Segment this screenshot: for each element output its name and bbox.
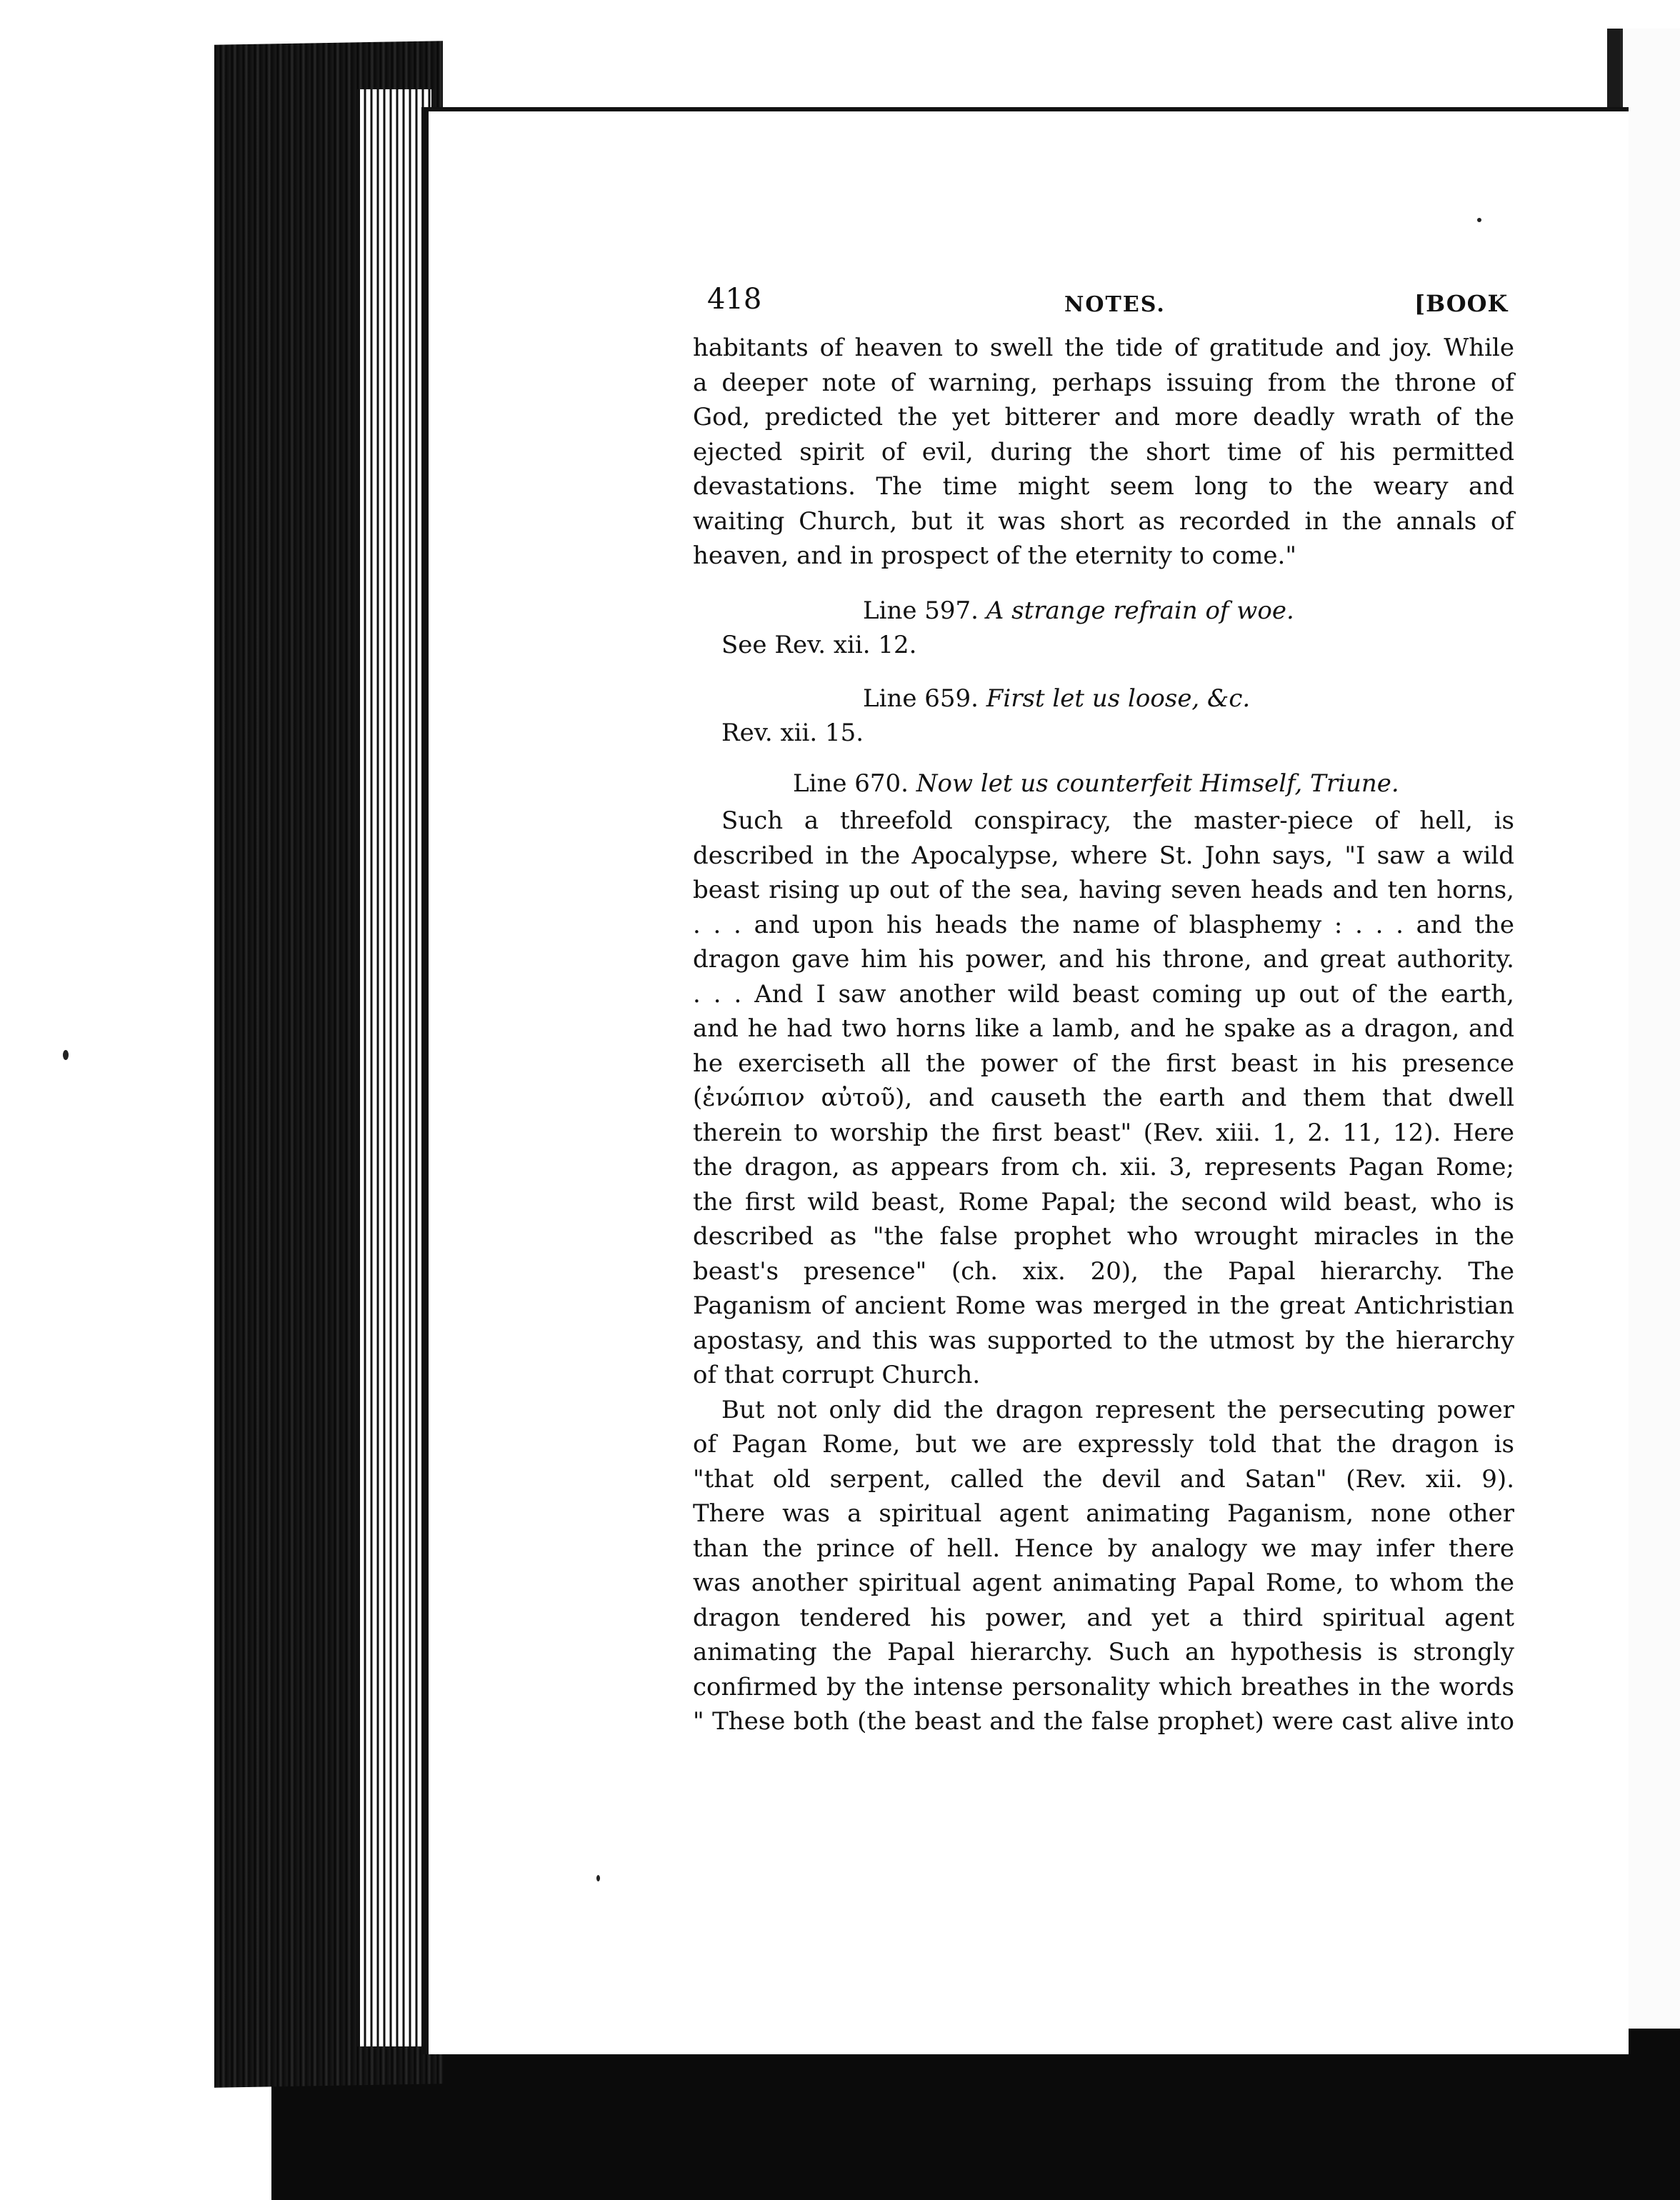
text-line: . . . And I saw another wild beast coming up out of the earth, — [693, 979, 1514, 1009]
text-line: Such a threefold conspiracy, the master-piece of hell, is — [721, 806, 1514, 835]
text-line: heaven, and in prospect of the eternity to come." — [693, 541, 1297, 570]
text-line: habitants of heaven to swell the tide of gratitude and joy. While — [693, 334, 1514, 362]
scan-speck — [63, 1050, 69, 1060]
text-line: described as "the false prophet who wrought miracles in the — [693, 1222, 1514, 1251]
running-title: NOTES. — [1064, 292, 1166, 317]
note-heading-597 — [693, 594, 1514, 629]
text-line: animating the Papal hierarchy. Such an hypothesis is strongly — [693, 1638, 1514, 1666]
text-line: ejected spirit of evil, during the short time of his permitted — [693, 437, 1514, 466]
text-line: therein to worship the first beast" (Rev. xiii. 1, 2. 11, 12). Here — [693, 1118, 1514, 1147]
text-line: There was a spiritual agent animating Paganism, none other — [693, 1499, 1514, 1528]
note-quote: A strange refrain of woe. — [986, 596, 1294, 625]
text-line: confirmed by the intense personality which breathes in the words — [693, 1672, 1514, 1701]
note-reference-597: See Rev. xii. 12. — [721, 631, 917, 659]
text-line: described in the Apocalypse, where St. John says, "I saw a wild — [693, 841, 1514, 870]
note-heading-659 — [693, 681, 1514, 716]
text-line: a deeper note of warning, perhaps issuing from the throne of — [693, 368, 1514, 397]
text-line: apostasy, and this was supported to the utmost by the hierarchy — [693, 1326, 1514, 1355]
text-line: and he had two horns like a lamb, and he spake as a dragon, and — [693, 1014, 1514, 1043]
facing-page — [1620, 29, 1680, 2071]
text-line: devastations. The time might seem long to the weary and — [693, 472, 1514, 501]
text-line: the first wild beast, Rome Papal; the second wild beast, who is — [693, 1187, 1514, 1216]
body-paragraph-2 — [693, 1393, 1514, 1739]
opening-paragraph — [693, 331, 1514, 574]
text-line: waiting Church, but it was short as recorded in the annals of — [693, 506, 1514, 536]
text-line: "that old serpent, called the devil and Satan" (Rev. xii. 9). — [693, 1464, 1514, 1494]
text-line: . . . and upon his heads the name of blasphemy : . . . and the — [693, 910, 1514, 939]
line-label: Line 670. — [793, 769, 909, 798]
scan-speck — [1477, 218, 1481, 222]
text-line: " These both (the beast and the false prophet) were cast alive into — [693, 1707, 1514, 1736]
text-line: (ἐνώπιον αὐτοῦ), and causeth the earth and them that dwell — [693, 1084, 1514, 1112]
page-text — [693, 282, 1514, 1739]
section-label: [BOOK — [1414, 290, 1509, 317]
note-quote: First let us loose, &c. — [986, 684, 1251, 713]
body-paragraph-1 — [693, 804, 1514, 1393]
text-line: beast rising up out of the sea, having seven heads and ten horns, — [693, 876, 1514, 904]
note-heading-670 — [693, 766, 1514, 801]
text-line: Paganism of ancient Rome was merged in the great Antichristian — [693, 1291, 1514, 1320]
page-number: 418 — [707, 283, 762, 316]
scan-speck — [596, 1875, 600, 1881]
text-line: of Pagan Rome, but we are expressly told that the dragon is — [693, 1430, 1514, 1459]
scan-shadow-bottom — [271, 2029, 1680, 2200]
text-line: of that corrupt Church. — [693, 1361, 981, 1389]
text-line: was another spiritual agent animating Papal Rome, to whom the — [693, 1569, 1514, 1597]
text-line: But not only did the dragon represent the persecuting power — [721, 1395, 1514, 1424]
line-label: Line 659. — [863, 684, 979, 713]
text-line: dragon gave him his power, and his throne, and great authority. — [693, 945, 1514, 974]
text-line: beast's presence" (ch. xix. 20), the Papal hierarchy. The — [693, 1256, 1514, 1286]
text-line: the dragon, as appears from ch. xii. 3, represents Pagan Rome; — [693, 1153, 1514, 1181]
text-line: he exerciseth all the power of the first beast in his presence — [693, 1049, 1514, 1078]
running-header — [693, 282, 1514, 325]
note-reference-659: Rev. xii. 15. — [721, 719, 864, 747]
line-label: Line 597. — [863, 596, 979, 625]
page-stack — [357, 89, 431, 2046]
text-line: than the prince of hell. Hence by analogy we may infer there — [693, 1534, 1514, 1563]
note-quote: Now let us counterfeit Himself, Triune. — [916, 769, 1399, 798]
text-line: dragon tendered his power, and yet a third spiritual agent — [693, 1603, 1514, 1632]
text-line: God, predicted the yet bitterer and more deadly wrath of the — [693, 403, 1514, 431]
